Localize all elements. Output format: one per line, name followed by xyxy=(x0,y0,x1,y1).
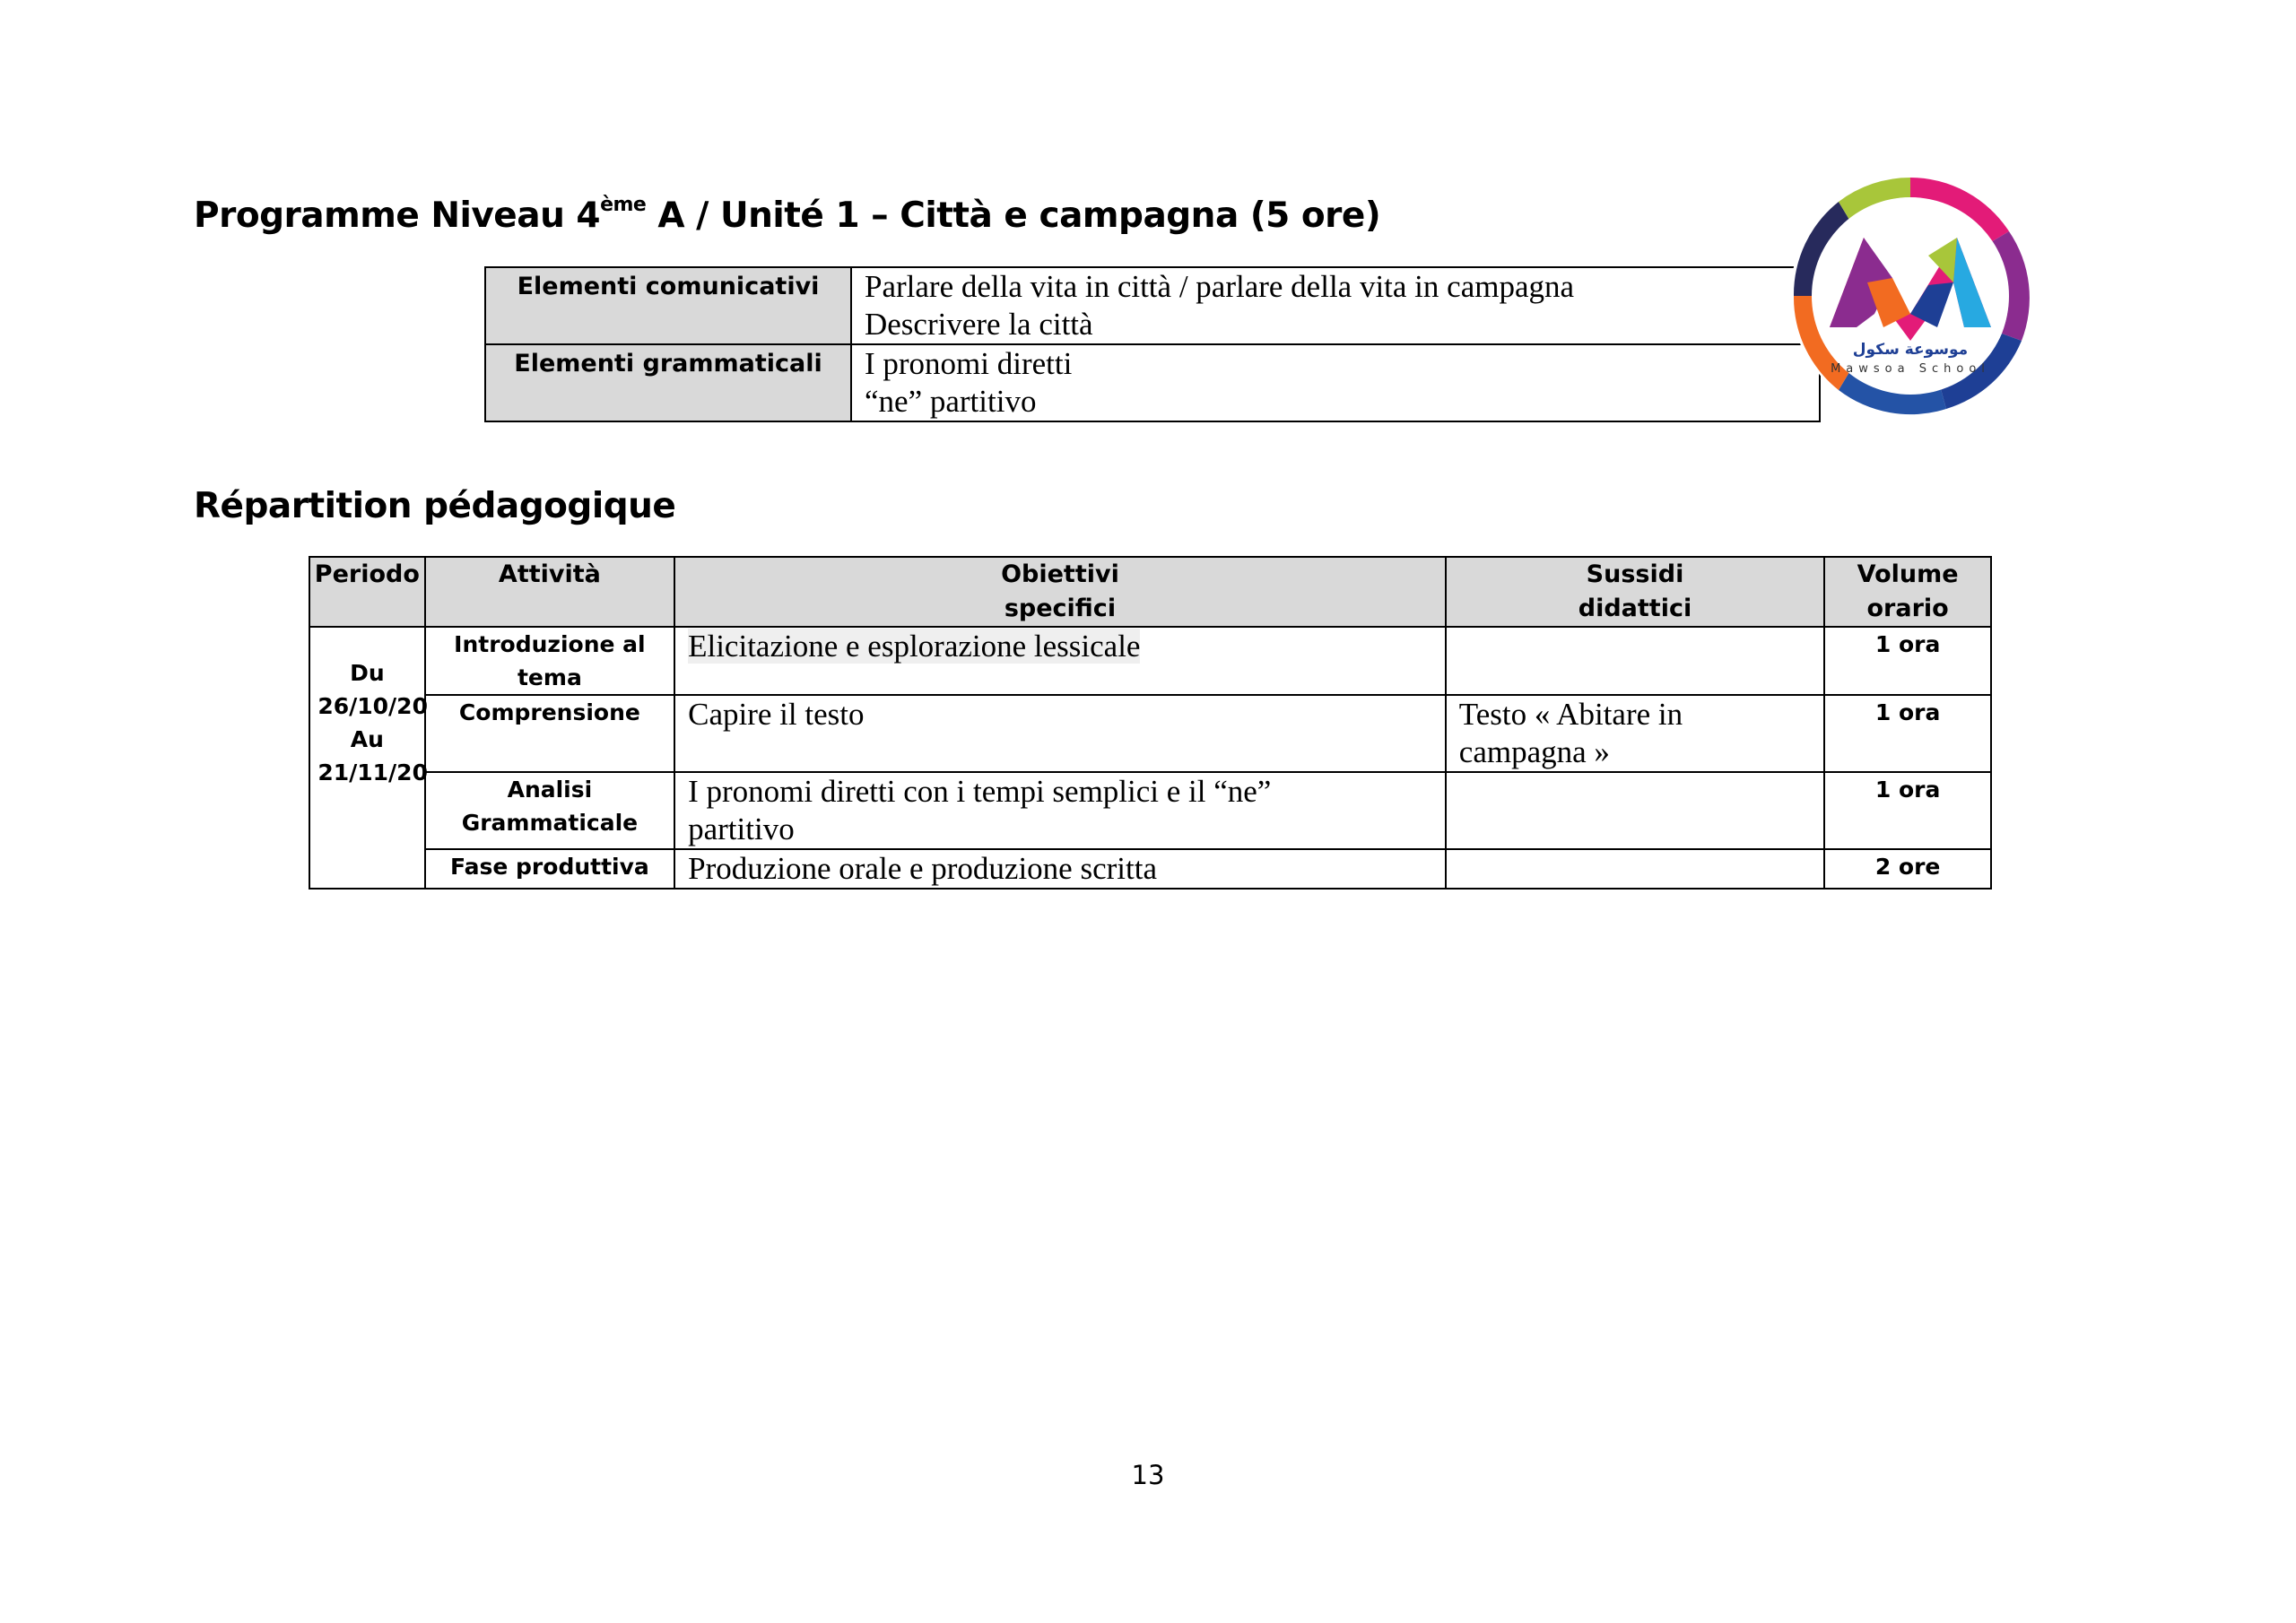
title-text: Programme Niveau 4 xyxy=(194,195,601,236)
activity-cell: Fase produttiva xyxy=(425,849,674,889)
aids-cell: Testo « Abitare in campagna » xyxy=(1446,695,1824,772)
aids-cell xyxy=(1446,772,1824,849)
objective-cell: Elicitazione e esplorazione lessicale xyxy=(674,627,1446,695)
table-row xyxy=(309,695,1991,772)
period-cell: Du 26/10/20 Au 21/11/20 xyxy=(309,627,425,889)
row-label: Elementi grammaticali xyxy=(485,344,851,421)
column-header: Periodo xyxy=(309,557,425,627)
volume-cell: 1 ora xyxy=(1824,772,1991,849)
volume-cell: 1 ora xyxy=(1824,695,1991,772)
column-header: Sussidi didattici xyxy=(1446,557,1824,627)
table-row xyxy=(309,849,1991,889)
activity-cell: Analisi Grammaticale xyxy=(425,772,674,849)
objective-cell: I pronomi diretti con i tempi semplici e il “ne” partitivo xyxy=(674,772,1446,849)
title-text-end: A / Unité 1 – Città e campagna (5 ore) xyxy=(646,195,1381,236)
volume-cell: 2 ore xyxy=(1824,849,1991,889)
table-row xyxy=(485,344,1820,421)
pedagogical-plan-table xyxy=(309,556,1992,890)
mawsoa-school-logo-icon xyxy=(1785,170,2036,421)
objective-cell: Produzione orale e produzione scritta xyxy=(674,849,1446,889)
column-header: Attività xyxy=(425,557,674,627)
aids-cell xyxy=(1446,627,1824,695)
volume-cell: 1 ora xyxy=(1824,627,1991,695)
activity-cell: Comprensione xyxy=(425,695,674,772)
aids-cell xyxy=(1446,849,1824,889)
table-row xyxy=(485,267,1820,344)
table-header-row xyxy=(309,557,1991,627)
page-number: 13 xyxy=(1131,1460,1165,1490)
row-content: Parlare della vita in città / parlare della vita in campagna Descrivere la città xyxy=(851,267,1820,344)
activity-cell: Introduzione al tema xyxy=(425,627,674,695)
column-header: Obiettivi specifici xyxy=(674,557,1446,627)
section-title: Répartition pédagogique xyxy=(194,486,676,526)
table-row xyxy=(309,627,1991,695)
logo-latin-text: Mawsoa School xyxy=(1831,362,1990,376)
page-title xyxy=(194,195,1380,236)
logo-arabic-text: موسوعة سكول xyxy=(1852,341,1969,359)
table-row xyxy=(309,772,1991,849)
row-label: Elementi comunicativi xyxy=(485,267,851,344)
unit-elements-table xyxy=(484,266,1821,422)
title-superscript: ème xyxy=(600,194,647,216)
row-content: I pronomi diretti “ne” partitivo xyxy=(851,344,1820,421)
objective-cell: Capire il testo xyxy=(674,695,1446,772)
column-header: Volume orario xyxy=(1824,557,1991,627)
